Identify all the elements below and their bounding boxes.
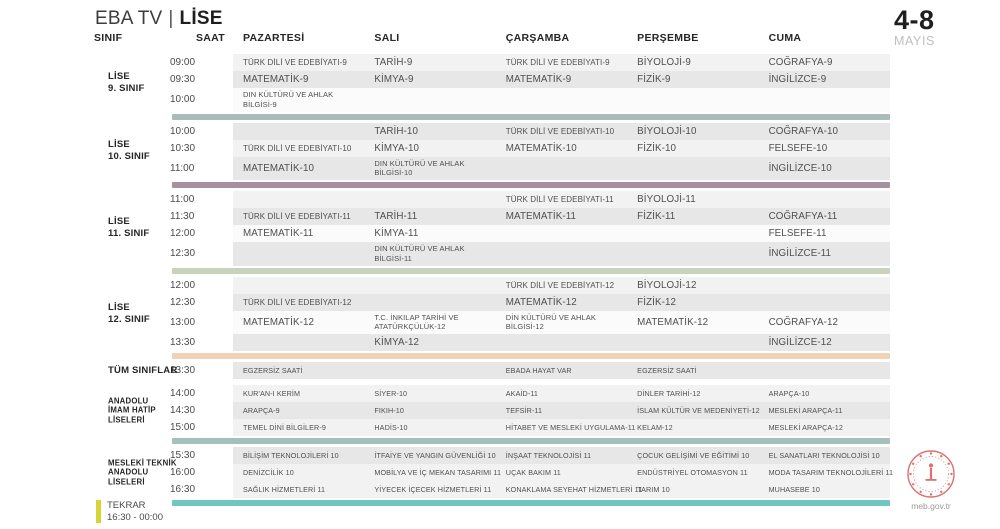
class-label: LİSE 11. SINIF: [108, 216, 150, 240]
group-separator-bar: [172, 353, 890, 359]
schedule-groups: [94, 54, 894, 506]
subject-cell: KELAM-12: [637, 423, 673, 432]
time-cell: 15:00: [170, 422, 196, 433]
subject-cell: [759, 277, 890, 294]
subject-cell: FİZİK-9: [637, 74, 671, 85]
tekrar-time: 16:30 - 00:00: [107, 511, 163, 523]
subject-cell: [496, 88, 627, 112]
time-cell: 12:30: [170, 248, 196, 260]
subject-cell: COĞRAFYA-10: [768, 125, 839, 137]
subject-cell: [759, 362, 890, 379]
subject-cell: [627, 334, 758, 351]
time-cell: 10:00: [170, 94, 196, 106]
class-label: LİSE 10. SINIF: [108, 139, 150, 163]
schedule-group: [94, 277, 890, 352]
subject-cell: MODA TASARIM TEKNOLOJİLERİ 11: [768, 468, 894, 477]
subject-cell: [496, 242, 627, 266]
time-cell: 09:00: [170, 57, 196, 68]
subject-cell: MATEMATİK-12: [505, 296, 577, 308]
subject-cell: [759, 294, 890, 311]
schedule-group: [94, 54, 890, 112]
subject-cell: MATEMATİK-9: [243, 74, 309, 85]
subject-cell: TÜRK DİLİ VE EDEBİYATI-11: [243, 212, 351, 221]
subject-cell: KUR'AN-I KERİM: [243, 389, 301, 398]
subject-cell: EGZERSİZ SAATİ: [243, 366, 303, 375]
row-band: [233, 54, 890, 71]
subject-cell: MESLEKİ ARAPÇA-12: [768, 423, 843, 432]
subject-cell: FELSEFE-10: [768, 142, 828, 154]
group-separator-bar: [172, 182, 890, 188]
schedule-row: [170, 191, 890, 208]
time-cell: 15:30: [170, 450, 196, 461]
subject-cell: DIN KÜLTÜRÜ VE AHLAK BİLGİSİ-10: [374, 158, 465, 178]
subject-cell: T.C. İNKILAP TARİHİ VE ATATÜRKÇÜLÜK-12: [374, 312, 459, 332]
row-band: [233, 123, 890, 140]
meb-logo-icon: [906, 449, 956, 499]
schedule-row: [170, 419, 890, 436]
schedule-group: [94, 123, 890, 181]
subject-cell: İNŞAAT TEKNOLOJİSİ 11: [505, 451, 592, 460]
subject-cell: BİYOLOJİ-10: [637, 125, 697, 137]
subject-cell: İSLAM KÜLTÜR VE MEDENİYETİ-12: [637, 406, 760, 415]
row-band: [233, 362, 890, 379]
subject-cell: AKAİD-11: [505, 389, 539, 398]
subject-cell: İNGİLİZCE-10: [768, 162, 832, 174]
subject-cell: KİMYA-12: [374, 337, 420, 348]
subject-cell: COĞRAFYA-12: [768, 316, 839, 328]
subject-cell: TEMEL DİNİ BİLGİLER-9: [243, 423, 326, 432]
page-title: [95, 8, 223, 30]
schedule-group: [94, 447, 894, 498]
time-cell: 11:00: [170, 162, 195, 174]
subject-cell: DİN KÜLTÜRÜ VE AHLAK BİLGİSİ-12: [505, 312, 596, 332]
row-band: [233, 277, 890, 294]
schedule-group: [94, 362, 890, 379]
column-header-day: PERŞEMBE: [637, 32, 699, 44]
site-url: meb.gov.tr: [911, 501, 951, 511]
row-band: [233, 481, 890, 498]
time-cell: 10:00: [170, 125, 196, 137]
subject-cell: [627, 225, 758, 242]
schedule-row: [170, 54, 890, 71]
schedule-row: [170, 334, 890, 351]
subject-cell: [627, 242, 758, 266]
subject-cell: BİYOLOJİ-11: [637, 194, 696, 205]
time-cell: 14:00: [170, 388, 196, 399]
subject-cell: SAĞLIK HİZMETLERİ 11: [243, 485, 326, 494]
subject-cell: ÇOCUK GELİŞİMİ VE EĞİTİMİ 10: [637, 451, 750, 460]
subject-cell: TARIM 10: [637, 485, 670, 494]
subject-cell: FİZİK-12: [637, 296, 677, 308]
schedule-row: [170, 157, 890, 181]
subject-cell: UÇAK BAKIM 11: [505, 468, 561, 477]
table-header-row: [94, 32, 890, 47]
subject-cell: TARİH-11: [374, 211, 418, 222]
schedule-row: [170, 242, 890, 266]
subject-cell: MATEMATİK-12: [637, 316, 709, 328]
time-cell: 13:00: [170, 316, 196, 328]
subject-cell: SİYER-10: [374, 389, 408, 398]
schedule-row: [170, 208, 890, 225]
subject-cell: TEFSİR-11: [505, 406, 543, 415]
schedule-row: [170, 140, 890, 157]
schedule-row: [170, 481, 890, 498]
subject-cell: [233, 191, 364, 208]
subject-cell: TÜRK DİLİ VE EDEBİYATI-9: [243, 58, 347, 67]
subject-cell: MOBİLYA VE İÇ MEKAN TASARIMI 11: [374, 468, 502, 477]
row-band: [233, 294, 890, 311]
schedule-row: [170, 311, 890, 335]
column-header-day: CUMA: [768, 32, 802, 44]
subject-cell: [496, 334, 627, 351]
subject-cell: [364, 362, 495, 379]
row-band: [233, 157, 890, 181]
subject-cell: ARAPÇA-10: [768, 389, 810, 398]
column-header-sinif: SINIF: [94, 32, 123, 44]
schedule-row: [170, 464, 894, 481]
subject-cell: ARAPÇA-9: [243, 406, 280, 415]
subject-cell: BİYOLOJİ-9: [637, 57, 691, 68]
row-band: [233, 402, 890, 419]
subject-cell: FİZİK-10: [637, 142, 677, 154]
subject-cell: DİNLER TARİHİ-12: [637, 389, 701, 398]
subject-cell: COĞRAFYA-9: [768, 57, 833, 68]
row-band: [233, 208, 890, 225]
class-label: ANADOLU İMAM HATİP LİSELERİ: [108, 395, 156, 425]
subject-cell: ENDÜSTRİYEL OTOMASYON 11: [637, 468, 748, 477]
class-label: LİSE 9. SINIF: [108, 70, 145, 94]
subject-cell: MATEMATİK-11: [505, 211, 577, 222]
row-band: [233, 88, 890, 112]
title-separator: |: [168, 8, 174, 29]
subject-cell: FIKIH-10: [374, 406, 404, 415]
subject-cell: TARİH-10: [374, 125, 419, 137]
column-header-day: SALI: [374, 32, 400, 44]
class-label: LİSE 12. SINIF: [108, 301, 150, 325]
row-band: [233, 140, 890, 157]
subject-cell: [233, 242, 364, 266]
time-cell: 09:30: [170, 74, 196, 85]
subject-cell: İNGİLİZCE-12: [768, 337, 832, 348]
schedule-row: [170, 402, 890, 419]
time-cell: 12:30: [170, 296, 196, 308]
subject-cell: KİMYA-11: [374, 228, 419, 239]
time-cell: 13:30: [170, 337, 196, 348]
tekrar-legend: [96, 500, 163, 524]
subject-cell: FİZİK-11: [637, 211, 676, 222]
subject-cell: MESLEKİ ARAPÇA-11: [768, 406, 843, 415]
subject-cell: MATEMATİK-9: [505, 74, 572, 85]
section-name: LİSE: [179, 8, 223, 29]
day-headers: [233, 32, 890, 47]
meb-logo-block: [904, 449, 958, 511]
subject-cell: [364, 294, 495, 311]
row-band: [233, 334, 890, 351]
class-label: MESLEKİ TEKNİK ANADOLU LİSELERİ: [108, 457, 177, 487]
subject-cell: TÜRK DİLİ VE EDEBİYATI-12: [505, 280, 615, 290]
date-days: 4-8: [894, 5, 935, 35]
subject-cell: TÜRK DİLİ VE EDEBİYATI-12: [243, 297, 352, 307]
schedule-row: [170, 294, 890, 311]
subject-cell: [627, 157, 758, 181]
row-band: [233, 385, 890, 402]
schedule-table: [94, 32, 894, 509]
schedule-row: [170, 71, 890, 88]
subject-cell: HADİS-10: [374, 423, 408, 432]
class-label: TÜM SINIFLAR: [108, 364, 178, 376]
time-cell: 16:00: [170, 467, 196, 478]
time-cell: 11:00: [170, 194, 195, 205]
subject-cell: [627, 88, 758, 112]
subject-cell: KİMYA-10: [374, 142, 420, 154]
group-separator-bar: [172, 500, 890, 506]
subject-cell: [233, 123, 364, 140]
schedule-group: [94, 191, 890, 266]
subject-cell: FELSEFE-11: [768, 228, 827, 239]
subject-cell: TÜRK DİLİ VE EDEBİYATI-10: [243, 143, 352, 153]
schedule-row: [170, 88, 890, 112]
subject-cell: [759, 88, 890, 112]
subject-cell: TÜRK DİLİ VE EDEBİYATI-10: [505, 126, 615, 136]
time-cell: 13:30: [170, 365, 196, 376]
schedule-row: [170, 362, 890, 379]
schedule-row: [170, 447, 890, 464]
time-cell: 11:30: [170, 211, 195, 222]
row-band: [233, 464, 894, 481]
subject-cell: [364, 277, 495, 294]
time-cell: 12:00: [170, 228, 196, 239]
row-band: [233, 419, 890, 436]
time-cell: 12:00: [170, 279, 196, 291]
subject-cell: EL SANATLARI TEKNOLOJİSİ 10: [768, 451, 880, 460]
subject-cell: İNGİLİZCE-9: [768, 74, 827, 85]
subject-cell: BİLİŞİM TEKNOLOJİLERİ 10: [243, 451, 339, 460]
date-month: MAYIS: [894, 34, 935, 49]
subject-cell: DIN KÜLTÜRÜ VE AHLAK BİLGİSİ-11: [374, 244, 465, 263]
group-separator-bar: [172, 438, 890, 444]
subject-cell: [759, 191, 890, 208]
subject-cell: MATEMATİK-10: [243, 162, 315, 174]
subject-cell: TARİH-9: [374, 57, 413, 68]
schedule-group: [94, 385, 890, 436]
subject-cell: [496, 157, 627, 181]
row-band: [233, 225, 890, 242]
tekrar-marker: [96, 500, 101, 523]
date-range: [894, 6, 935, 48]
subject-cell: [364, 191, 495, 208]
schedule-row: [170, 385, 890, 402]
subject-cell: EGZERSİZ SAATİ: [637, 366, 697, 375]
subject-cell: DENİZCİLİK 10: [243, 468, 294, 477]
column-header-day: PAZARTESİ: [243, 32, 305, 44]
subject-cell: YİYECEK İÇECEK HİZMETLERİ 11: [374, 485, 492, 494]
group-separator-bar: [172, 268, 890, 274]
subject-cell: MATEMATİK-10: [505, 142, 577, 154]
group-separator-bar: [172, 114, 890, 120]
schedule-row: [170, 225, 890, 242]
row-band: [233, 447, 890, 464]
subject-cell: EBADA HAYAT VAR: [505, 366, 572, 375]
subject-cell: MATEMATİK-12: [243, 316, 315, 328]
subject-cell: [496, 225, 627, 242]
schedule-row: [170, 277, 890, 294]
subject-cell: [233, 334, 364, 351]
row-band: [233, 191, 890, 208]
subject-cell: [364, 88, 495, 112]
time-cell: 10:30: [170, 142, 196, 154]
subject-cell: KONAKLAMA SEYEHAT HİZMETLERİ 11: [505, 485, 643, 494]
subject-cell: MUHASEBE 10: [768, 485, 820, 494]
time-cell: 14:30: [170, 405, 196, 416]
subject-cell: COĞRAFYA-11: [768, 211, 838, 222]
tekrar-label: TEKRAR: [107, 500, 146, 511]
row-band: [233, 311, 890, 335]
subject-cell: İNGİLİZCE-11: [768, 248, 832, 260]
subject-cell: BİYOLOJİ-12: [637, 279, 697, 291]
brand-name: EBA TV: [95, 8, 163, 29]
row-band: [233, 71, 890, 88]
time-cell: 16:30: [170, 484, 196, 495]
subject-cell: İTFAİYE VE YANGIN GÜVENLİĞİ 10: [374, 451, 496, 460]
subject-cell: TÜRK DİLİ VE EDEBİYATI-9: [505, 58, 610, 67]
subject-cell: MATEMATİK-11: [243, 228, 314, 239]
subject-cell: DIN KÜLTÜRÜ VE AHLAK BİLGİSİ-9: [243, 90, 334, 109]
subject-cell: KİMYA-9: [374, 74, 414, 85]
subject-cell: [233, 277, 364, 294]
column-header-saat: SAAT: [195, 32, 225, 44]
row-band: [233, 242, 890, 266]
column-header-day: ÇARŞAMBA: [505, 32, 570, 44]
subject-cell: TÜRK DİLİ VE EDEBİYATI-11: [505, 195, 614, 204]
schedule-row: [170, 123, 890, 140]
subject-cell: HİTABET VE MESLEKİ UYGULAMA-11: [505, 423, 636, 432]
